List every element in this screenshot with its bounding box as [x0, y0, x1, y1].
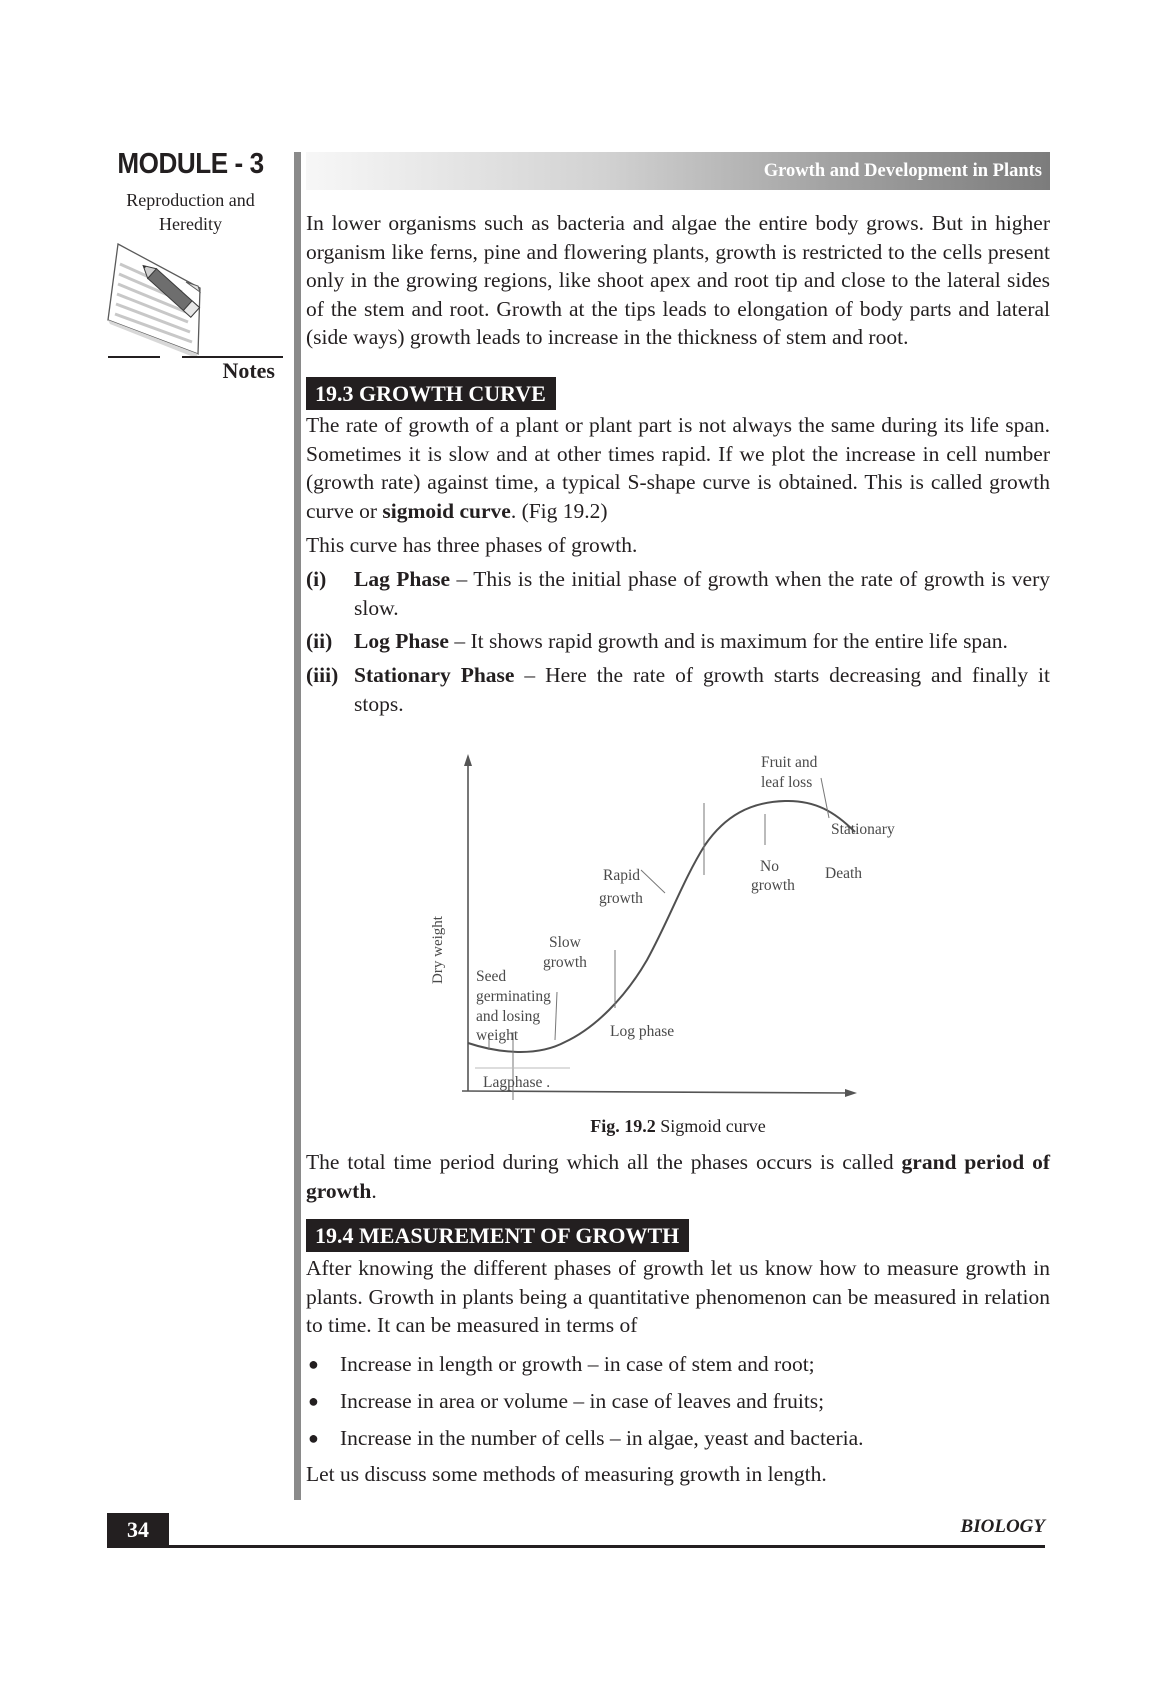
figure-title: Sigmoid curve	[655, 1116, 766, 1136]
label-and-losing: and losing	[476, 1008, 541, 1025]
label-seed: Seed	[476, 968, 507, 985]
x-axis-arrow	[845, 1089, 857, 1097]
running-header-title: Growth and Development in Plants	[763, 160, 1042, 181]
phase-description: – Here the rate of growth starts decreasing and finally it stops.	[354, 663, 1050, 716]
module-subtitle	[108, 188, 273, 236]
module-subtitle-line2: Heredity	[159, 214, 222, 234]
grand-period-paragraph	[306, 1148, 1050, 1205]
rapid-growth-pointer	[641, 870, 665, 893]
label-no-growth: growth	[751, 877, 795, 894]
x-axis	[462, 1091, 850, 1093]
sigmoid-curve-diagram	[425, 740, 945, 1110]
notepad-pencil-icon	[104, 242, 214, 360]
label-death: Death	[825, 865, 863, 882]
phase-number: (ii)	[306, 629, 333, 653]
phase-name: Stationary Phase	[354, 663, 515, 687]
fruit-leaf-loss-pointer	[821, 778, 829, 818]
label-leaf-loss: leaf loss	[761, 774, 813, 791]
label-fruit-and: Fruit and	[761, 754, 818, 771]
section-heading-measurement: 19.4 MEASUREMENT OF GROWTH	[306, 1219, 689, 1252]
sigmoid-curve-figure	[425, 740, 945, 1110]
label-log-phase: Log phase	[610, 1023, 675, 1040]
bullet-text: Increase in length or growth – in case of stem and root;	[340, 1352, 815, 1376]
label-rapid-growth: growth	[599, 890, 643, 907]
measurement-paragraph: After knowing the different phases of growth let us know how to measure growth in plants. Growth in plants being a quantitative phenomenon can be measured in relation to time. It can be measured in terms of	[306, 1256, 1050, 1338]
label-weight: weight	[476, 1027, 519, 1044]
bullet-text: Increase in area or volume – in case of leaves and fruits;	[340, 1389, 825, 1413]
notes-label: Notes	[222, 358, 275, 383]
phase-item	[306, 565, 1050, 623]
phase-number: (i)	[306, 567, 327, 591]
phase-description: – This is the initial phase of growth when the rate of growth is very slow.	[354, 567, 1051, 620]
grand-period-text: The total time period during which all the phases occurs is called	[306, 1150, 902, 1174]
term-grand-period: grand period of growth	[306, 1150, 1050, 1203]
label-slow-growth: growth	[543, 954, 587, 971]
module-title: MODULE - 3	[117, 148, 264, 180]
running-header	[306, 152, 1050, 190]
bullet-icon: ●	[308, 1354, 319, 1374]
phase-name: Lag Phase	[354, 567, 451, 591]
margin-divider-bar	[294, 152, 301, 1500]
phase-description: – It shows rapid growth and is maximum for the entire life span.	[448, 629, 1008, 653]
label-stationary: Stationary	[831, 821, 895, 838]
figure-reference: . (Fig 19.2)	[510, 498, 608, 523]
term-sigmoid-curve: sigmoid curve	[382, 498, 511, 523]
module-subtitle-line1: Reproduction and	[126, 190, 255, 210]
figure-caption	[306, 1116, 1050, 1137]
bullet-icon: ●	[308, 1428, 319, 1448]
label-no: No	[760, 858, 779, 875]
page-number: 34	[107, 1513, 169, 1547]
bullet-text: Increase in the number of cells – in algae, yeast and bacteria.	[340, 1426, 864, 1450]
footer-rule	[107, 1545, 1045, 1548]
section-heading-growth-curve: 19.3 GROWTH CURVE	[306, 377, 556, 410]
phase-number: (iii)	[306, 663, 339, 687]
label-lag-phase: Lagphase .	[483, 1074, 551, 1091]
footer-subject: BIOLOGY	[960, 1516, 1045, 1537]
figure-number: Fig. 19.2	[590, 1116, 656, 1136]
y-axis-arrow	[464, 754, 472, 766]
phase-item	[306, 627, 1050, 657]
growth-curve-text: The rate of growth of a plant or plant part is not always the same during its life span. Sometimes it is slow and at other times rapid. If we plot the increase in cell number (growth rate) against time, a typical S-shape curve is obtained. This is called growth curve or	[306, 413, 1050, 523]
growth-curve-paragraph	[306, 411, 1050, 525]
slow-growth-pointer	[555, 992, 557, 1040]
grand-period-end: .	[371, 1178, 377, 1203]
label-slow: Slow	[549, 934, 581, 951]
notes-rule	[108, 356, 160, 358]
phases-intro: This curve has three phases of growth.	[306, 533, 638, 557]
label-germinating: germinating	[476, 988, 551, 1005]
phase-name: Log Phase	[354, 629, 449, 653]
phase-item	[306, 661, 1050, 719]
label-rapid: Rapid	[603, 867, 641, 884]
bullet-icon: ●	[308, 1391, 319, 1411]
closing-sentence: Let us discuss some methods of measuring growth in length.	[306, 1462, 827, 1486]
intro-paragraph: In lower organisms such as bacteria and algae the entire body grows. But in higher organism like ferns, pine and flowering plants, growth is restricted to the cells present only in the growing regions, like shoot apex and root tip and close to the lateral sides of the stem and root. Growth at the tips leads to elongation of body parts and lateral (side ways) growth leads to increase in the thickness of stem and root.	[306, 211, 1050, 350]
y-axis-label: Dry weight	[430, 916, 446, 984]
